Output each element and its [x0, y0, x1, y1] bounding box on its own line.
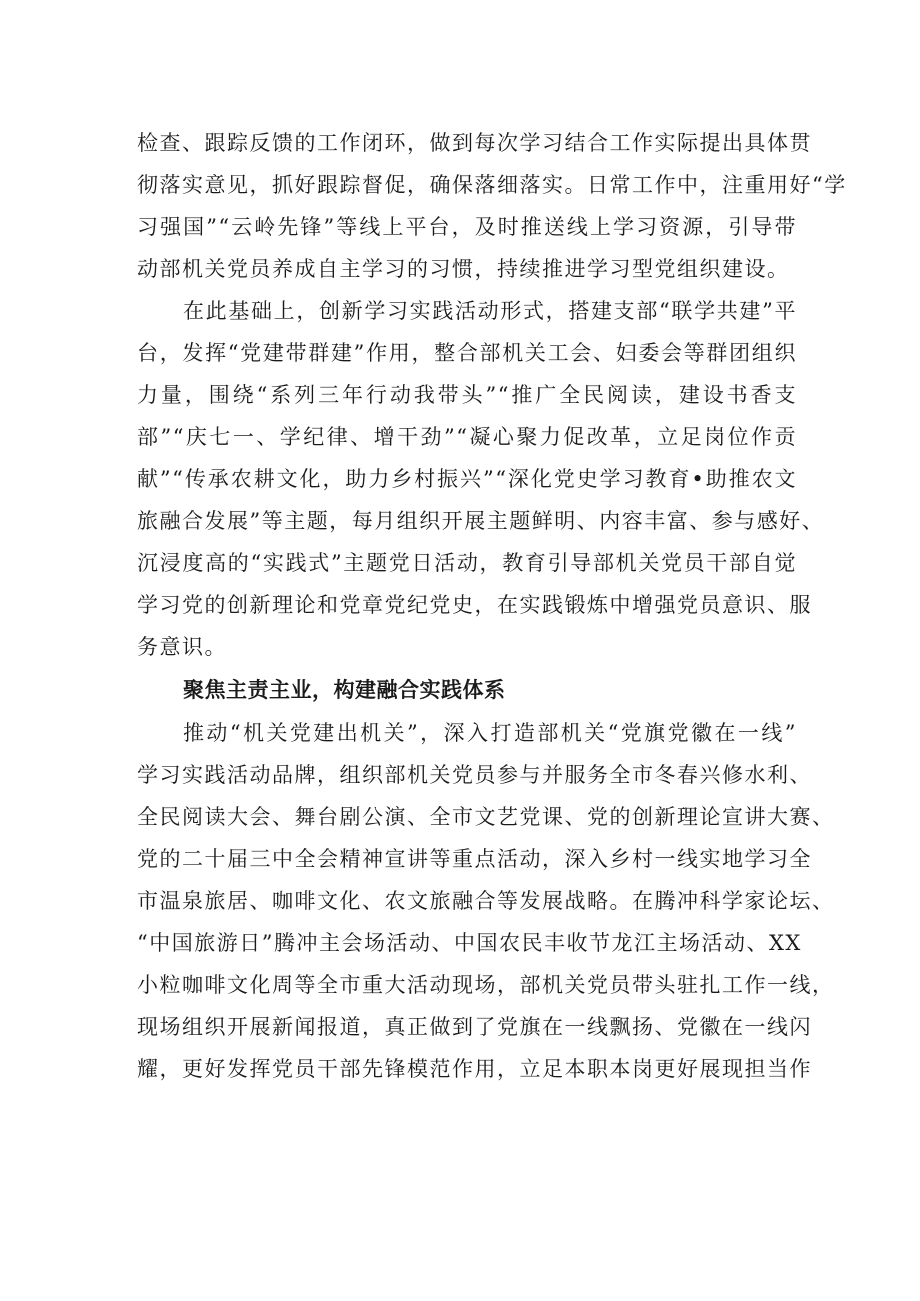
section-heading: 聚焦主责主业，构建融合实践体系 — [183, 678, 506, 702]
document-body — [137, 122, 847, 1090]
text-line: 检查、跟踪反馈的工作闭环，做到每次学习结合工作实际提出具体贯 — [137, 131, 812, 155]
paragraph — [137, 290, 825, 668]
text-line: 党的二十届三中全会精神宣讲等重点活动，深入乡村一线实地学习全 — [137, 847, 812, 871]
text-line: 旅融合发展”等主题，每月组织开展主题鲜明、内容丰富、参与感好、 — [137, 509, 825, 533]
text-line: 在此基础上，创新学习实践活动形式，搭建支部“联学共建”平 — [183, 299, 797, 323]
paragraph — [137, 122, 847, 290]
text-line: 部”“庆七一、学纪律、增干劲”“凝心聚力促改革，立足岗位作贡 — [137, 425, 797, 449]
text-line: 小粒咖啡文化周等全市重大活动现场，部机关党员带头驻扎工作一线， — [137, 973, 835, 997]
text-line: 彻落实意见，抓好跟踪督促，确保落细落实。日常工作中，注重用好“学 — [137, 173, 847, 197]
text-line: 耀，更好发挥党员干部先锋模范作用，立足本职本岗更好展现担当作 — [137, 1057, 812, 1081]
text-line: 全民阅读大会、舞台剧公演、全市文艺党课、党的创新理论宣讲大赛、 — [137, 805, 835, 829]
text-line: 学习党的创新理论和党章党纪党史，在实践锻炼中增强党员意识、服 — [137, 593, 812, 617]
text-line: 献”“传承农耕文化，助力乡村振兴”“深化党史学习教育•助推农文 — [137, 467, 797, 491]
text-line: “中国旅游日”腾冲主会场活动、中国农民丰收节龙江主场活动、XX — [137, 931, 802, 955]
text-line: 台，发挥“党建带群建”作用，整合部机关工会、妇委会等群团组织 — [137, 341, 797, 365]
text-line: 力量，围绕“系列三年行动我带头”“推广全民阅读，建设书香支 — [137, 383, 797, 407]
text-line: 市温泉旅居、咖啡文化、农文旅融合等发展战略。在腾冲科学家论坛、 — [137, 889, 835, 913]
text-line: 务意识。 — [137, 635, 227, 659]
text-line: 推动“机关党建出机关”，深入打造部机关“党旗党徽在一线” — [183, 721, 797, 745]
text-line: 学习实践活动品牌，组织部机关党员参与并服务全市冬春兴修水利、 — [137, 763, 812, 787]
text-line: 沉浸度高的“实践式”主题党日活动，教育引导部机关党员干部自觉 — [137, 551, 797, 575]
paragraph — [137, 712, 835, 1090]
text-line: 现场组织开展新闻报道，真正做到了党旗在一线飘扬、党徽在一线闪 — [137, 1015, 812, 1039]
text-line: 习强国”“云岭先锋”等线上平台，及时推送线上学习资源，引导带 — [137, 215, 797, 239]
text-line: 动部机关党员养成自主学习的习惯，持续推进学习型党组织建设。 — [137, 257, 790, 281]
